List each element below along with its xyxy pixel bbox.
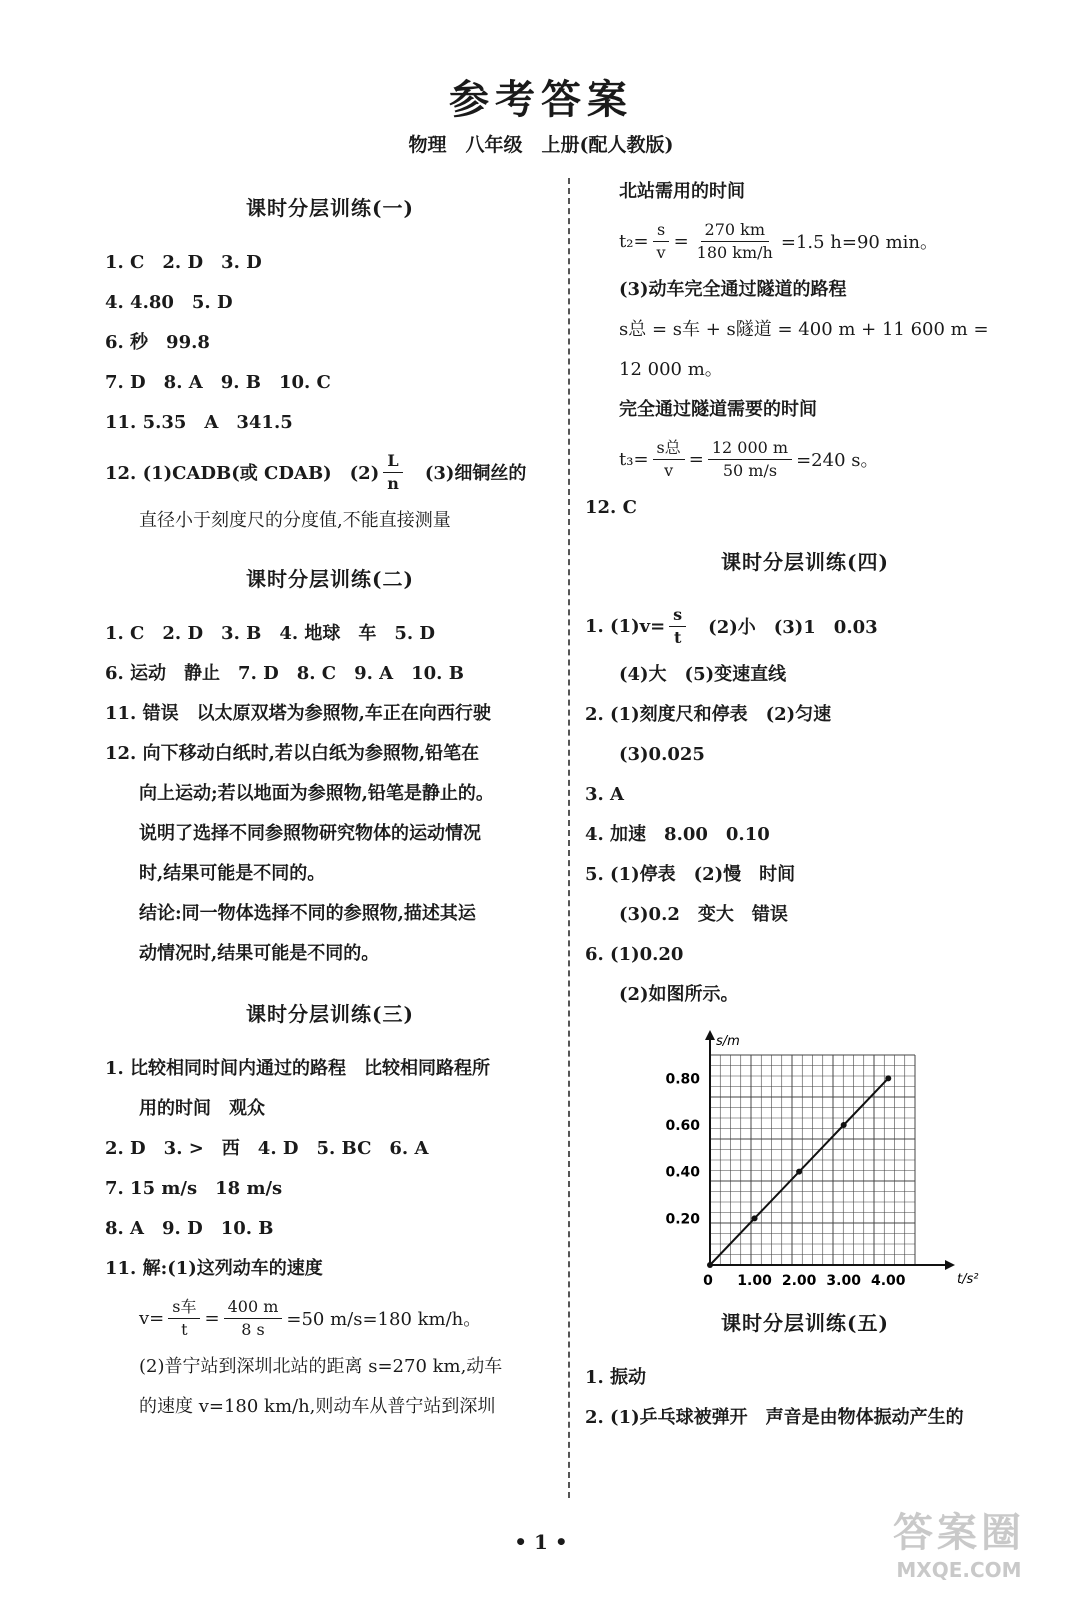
answer-line: 3. A [585,784,625,805]
answer-line-fraction [585,597,1025,655]
y-tick-label: 0.60 [665,1118,700,1134]
answer-line: 7. 15 m/s 18 m/s [105,1178,283,1199]
fraction-denominator: n [387,473,399,493]
answer-line: 1. 振动 [585,1367,647,1388]
answer-line: (3)0.025 [619,744,705,765]
fraction [653,437,685,482]
left-column [105,178,555,1427]
answer-line: 5. (1)停表 (2)慢 时间 [585,864,796,885]
answer-line: 4. 4.80 5. D [105,292,233,313]
answer-line: 2. (1)乒乓球被弹开 声音是由物体振动产生的 [585,1407,964,1428]
formula-text: t₃= [619,448,649,470]
fraction [383,450,403,495]
formula-text: =1.5 h=90 min。 [780,232,939,253]
y-tick-label: 0.40 [665,1164,700,1181]
answer-line: 11. 错误 以太原双塔为参照物,车正在向西行驶 [105,703,491,724]
fraction-denominator: v [656,242,666,262]
page-title: 参考答案 [449,76,633,123]
answer-line: 用的时间 观众 [139,1098,265,1119]
answer-line: 4. 加速 8.00 0.10 [585,824,770,845]
answer-text: 1. (1)v= [585,615,666,637]
answer-line: 12. C [585,497,637,518]
answer-line: 直径小于刻度尺的分度值,不能直接测量 [139,510,451,531]
formula-text: = [204,1307,220,1329]
x-tick-label: 0 [703,1273,713,1285]
watermark-logo-text: 答案圈 [893,1510,1025,1556]
section-heading-2: 课时分层训练(二) [246,567,414,591]
answer-line: 时,结果可能是不同的。 [139,863,326,884]
answer-text: (3)细铜丝的 [406,463,527,484]
answer-line: 1. C 2. D 3. D [105,252,262,273]
fraction-numerator: s [669,604,686,627]
data-point [796,1169,802,1175]
page-number: • 1 • [514,1530,568,1554]
formula-text: v= [139,1307,165,1329]
column-divider [568,178,570,1498]
answer-line: 6. 运动 静止 7. D 8. C 9. A 10. B [105,663,464,684]
fraction-numerator: s [653,219,669,242]
answer-line: 说明了选择不同参照物研究物体的运动情况 [139,823,481,844]
right-column [585,178,1025,1438]
fraction [693,219,777,264]
watermark [854,1501,1064,1582]
y-tick-label: 0.80 [665,1071,700,1088]
answer-text: 12. (1)CADB(或 CDAB) (2) [105,463,380,484]
answer-line: 结论:同一物体选择不同的参照物,描述其运 [139,903,476,924]
answer-line: (2)普宁站到深圳北站的距离 s=270 km,动车 [139,1356,503,1377]
formula-speed [105,1289,555,1347]
fraction-numerator: s总 [653,437,685,460]
section-heading-1: 课时分层训练(一) [246,196,414,220]
y-tick-label: 0.20 [665,1211,700,1228]
fraction-numerator: s车 [168,1296,200,1319]
s-t-squared-chart [585,1015,1025,1285]
answer-line: (3)动车完全通过隧道的路程 [619,279,847,300]
fraction-denominator: 180 km/h [696,242,773,262]
fraction [669,604,686,649]
answer-line: 6. 秒 99.8 [105,332,210,353]
page-subtitle: 物理 八年级 上册(配人教版) [408,134,674,156]
answer-line: 完全通过隧道需要的时间 [619,399,817,420]
answer-line: (4)大 (5)变速直线 [619,664,787,685]
data-point [707,1262,713,1268]
x-tick-label: 1.00 [737,1273,772,1285]
data-point [841,1122,847,1128]
fraction [224,1296,283,1341]
answer-line: 12. 向下移动白纸时,若以白纸为参照物,铅笔在 [105,743,480,764]
answer-line: 北站需用的时间 [619,181,745,202]
fraction-denominator: v [664,460,674,480]
formula-text: = [673,230,689,252]
y-axis-label: s/m [716,1034,740,1049]
fraction-denominator: t [673,627,682,647]
fraction-numerator: 400 m [224,1296,283,1319]
answer-line: 1. C 2. D 3. B 4. 地球 车 5. D [105,623,436,644]
x-axis-label: t/s² [957,1272,979,1285]
answer-line: (2)如图所示。 [619,984,739,1005]
y-axis-arrow [705,1030,715,1040]
answer-line: 11. 5.35 A 341.5 [105,412,293,433]
answer-line: 6. (1)0.20 [585,944,684,965]
formula-time-1 [585,212,1025,270]
section-heading-3: 课时分层训练(三) [246,1002,414,1026]
x-tick-label: 2.00 [781,1273,817,1285]
fraction-numerator: 270 km [701,219,770,242]
formula-text: =240 s。 [796,450,879,471]
answer-text: (2)小 (3)1 0.03 [690,617,878,638]
answer-line-fraction [105,443,555,501]
section-heading-4: 课时分层训练(四) [721,550,889,574]
fraction [708,437,792,482]
answer-line: 动情况时,结果可能是不同的。 [139,943,380,964]
answer-line: s总 = s车 + s隧道 = 400 m + 11 600 m = [619,319,989,340]
watermark-url: MXQE.COM [896,1558,1022,1582]
x-tick-label: 4.00 [870,1273,906,1285]
data-point [885,1075,891,1081]
answer-line: 11. 解:(1)这列动车的速度 [105,1258,323,1279]
fraction-denominator: 50 m/s [722,460,778,480]
fraction-denominator: t [181,1319,188,1339]
answer-line: 8. A 9. D 10. B [105,1218,274,1239]
formula-text: = [688,448,704,470]
data-point [752,1215,758,1221]
x-axis-arrow [945,1260,955,1270]
answer-line: 向上运动;若以地面为参照物,铅笔是静止的。 [139,783,494,804]
formula-text: =50 m/s=180 km/h。 [286,1309,482,1330]
section-heading-5: 课时分层训练(五) [721,1311,889,1335]
fraction-numerator: 12 000 m [708,437,792,460]
answer-line: 的速度 v=180 km/h,则动车从普宁站到深圳 [139,1396,496,1417]
fraction [168,1296,200,1341]
answer-line: 2. D 3. > 西 4. D 5. BC 6. A [105,1138,429,1159]
fraction-numerator: L [383,450,402,473]
formula-text: t₂= [619,230,649,252]
answer-line: 12 000 m。 [619,359,723,380]
x-tick-label: 3.00 [826,1273,861,1285]
formula-time-2 [585,430,1025,488]
answer-line: 2. (1)刻度尺和停表 (2)匀速 [585,704,832,725]
answer-line: (3)0.2 变大 错误 [619,904,788,925]
answer-line: 1. 比较相同时间内通过的路程 比较相同路程所 [105,1058,491,1079]
fraction-denominator: 8 s [241,1319,265,1339]
fraction [653,219,670,264]
answer-line: 7. D 8. A 9. B 10. C [105,372,331,393]
